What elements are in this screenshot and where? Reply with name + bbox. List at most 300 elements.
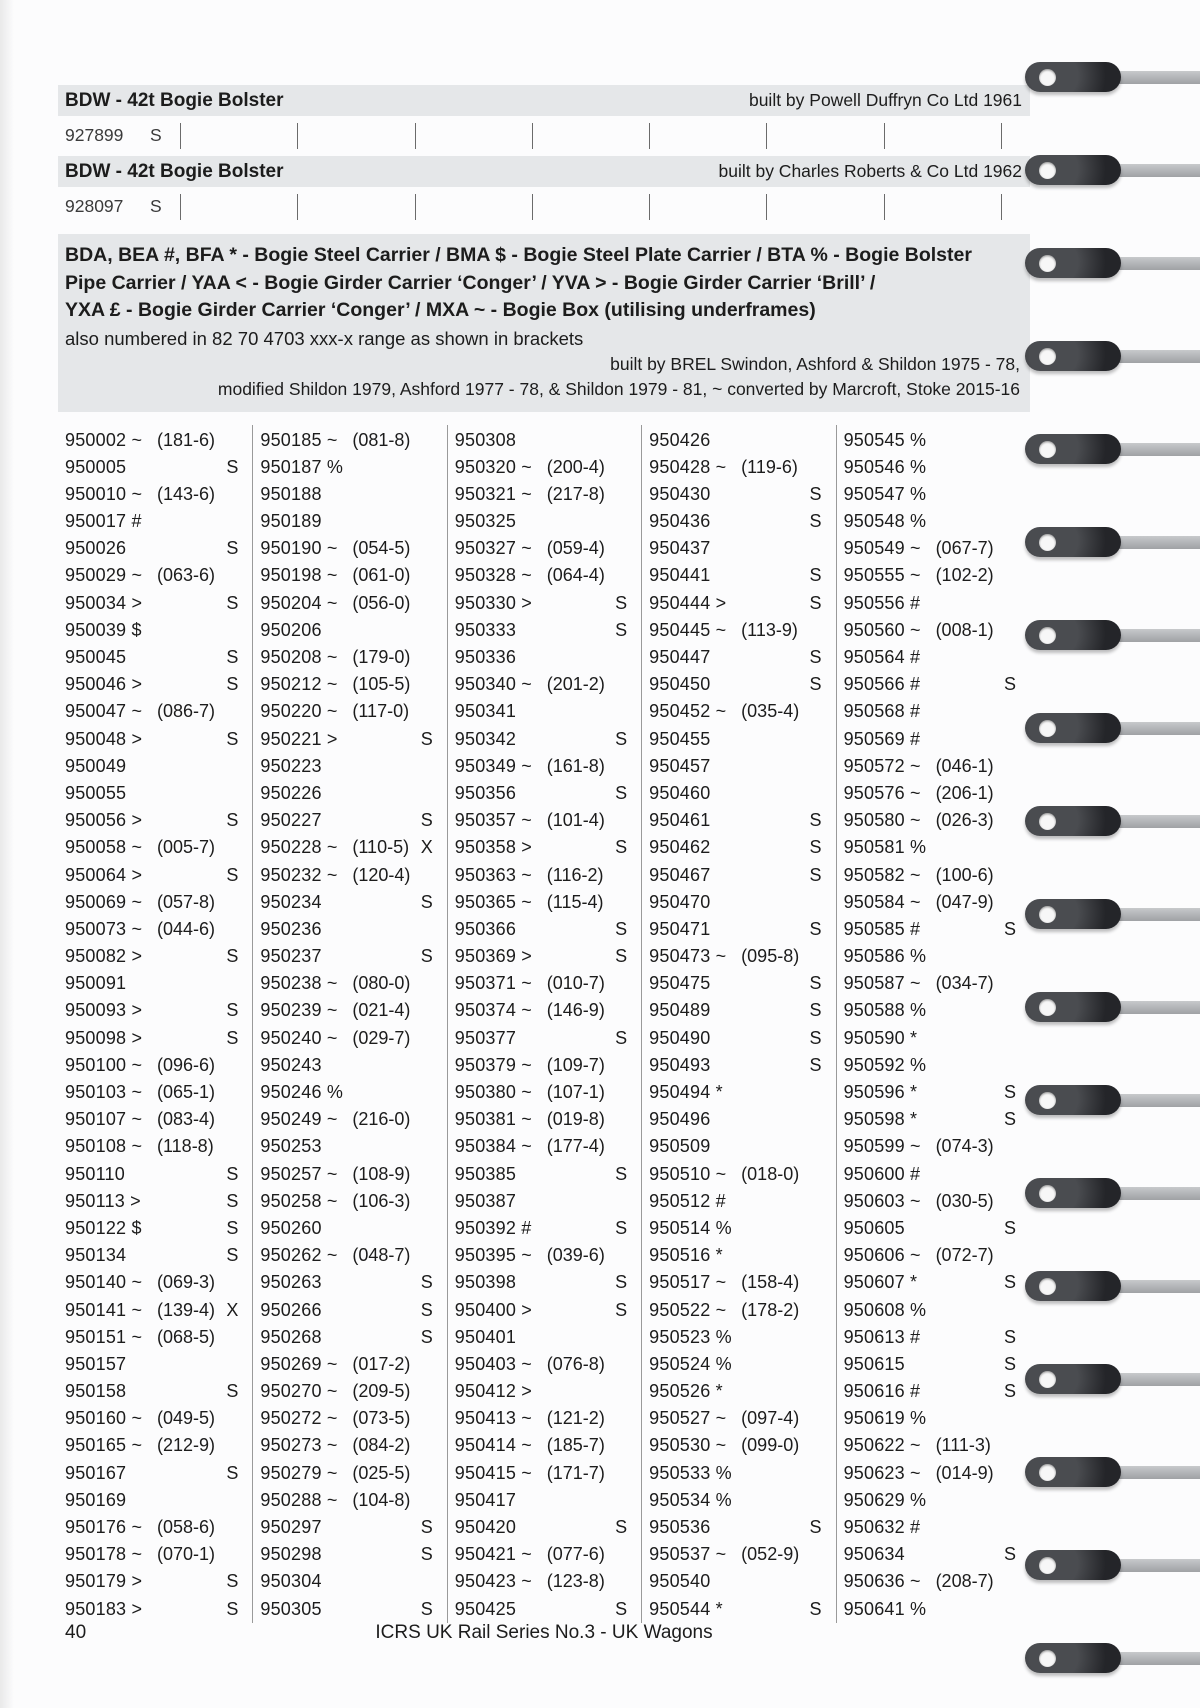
status-marker [1002, 562, 1016, 589]
bracket-number [936, 508, 1002, 535]
bracket-number: (158-4) [741, 1272, 800, 1293]
wagon-number: 950098 > [65, 1027, 143, 1048]
status-marker: S [226, 538, 239, 559]
wagon-entry [642, 943, 835, 970]
status-marker [613, 644, 627, 671]
wagon-entry [642, 1188, 835, 1215]
wagon-number: 950616 # [843, 1381, 921, 1402]
wagon-number: 950188 [260, 483, 322, 504]
status-marker [1002, 508, 1016, 535]
wagon-entry [58, 970, 252, 997]
bracket-number: (021-4) [352, 1000, 411, 1021]
wagon-entry [253, 508, 446, 535]
wagon-entry [58, 1432, 252, 1459]
wagon-number: 950371 ~ [454, 973, 532, 994]
wagon-entry [642, 970, 835, 997]
wagon-entry [448, 1378, 641, 1405]
status-marker [419, 970, 433, 997]
wagon-entry [642, 1378, 835, 1405]
status-marker: S [226, 1462, 239, 1483]
wagon-entry [642, 1025, 835, 1052]
wagon-number: 950607 * [843, 1272, 918, 1293]
bracket-number: (061-0) [352, 565, 411, 586]
wagon-number: 950527 ~ [649, 1408, 727, 1429]
bracket-number: (161-8) [546, 755, 605, 776]
bracket-number [936, 698, 1002, 725]
stored-marker: S [150, 125, 162, 145]
status-marker [419, 1242, 433, 1269]
wagon-entry [642, 1405, 835, 1432]
bracket-number: (064-4) [546, 565, 605, 586]
bracket-number: (109-7) [546, 1054, 605, 1075]
bracket-number [547, 644, 613, 671]
wagon-number: 950228 ~ [260, 837, 338, 858]
status-marker [419, 780, 433, 807]
bracket-number: (110-5) [352, 837, 410, 858]
wagon-number: 950304 [260, 1571, 322, 1592]
binder-ring-tail [1103, 908, 1200, 921]
status-marker [1002, 1432, 1016, 1459]
wagon-entry [837, 1541, 1030, 1568]
wagon-number: 950183 > [65, 1598, 143, 1619]
bracket-number [936, 1297, 1002, 1324]
wagon-entry [642, 617, 835, 644]
wagon-number: 950045 [65, 647, 127, 667]
status-marker: S [615, 728, 628, 749]
wagon-number: 950263 [260, 1272, 322, 1293]
bracket-number: (046-1) [935, 755, 994, 776]
wagon-number: 950190 ~ [260, 538, 338, 559]
binder-ring-bar [1025, 1550, 1121, 1580]
wagon-number: 950187 % [260, 456, 344, 477]
wagon-number-list [58, 425, 1030, 1623]
wagon-entry [58, 862, 252, 889]
wagon-number: 950055 [65, 782, 127, 803]
status-marker [613, 862, 627, 889]
status-marker [1002, 1596, 1016, 1623]
field-separator [649, 194, 650, 220]
wagon-number: 950069 ~ [65, 891, 143, 912]
wagon-number: 950269 ~ [260, 1353, 338, 1374]
bracket-number: (081-8) [352, 429, 411, 450]
status-marker [224, 1269, 238, 1296]
status-marker [419, 562, 433, 589]
wagon-number: 950514 % [649, 1217, 732, 1238]
wagon-number: 950026 [65, 538, 127, 559]
binder-ring-bar [1025, 434, 1121, 464]
status-marker [1002, 862, 1016, 889]
bracket-number [936, 1052, 1002, 1079]
wagon-entry [642, 1514, 835, 1541]
wagon-number: 950179 > [65, 1571, 143, 1592]
wagon-entry [253, 1378, 446, 1405]
bracket-number [547, 1215, 613, 1242]
wagon-entry [837, 726, 1030, 753]
bracket-number [352, 1052, 418, 1079]
status-marker [613, 698, 627, 725]
wagon-number: 928097 [65, 196, 124, 216]
bracket-number [547, 590, 613, 617]
status-marker [1002, 753, 1016, 780]
wagon-number: 950369 > [454, 946, 532, 967]
wagon-number: 950384 ~ [454, 1136, 532, 1157]
wagon-number: 950444 > [649, 592, 727, 613]
wagon-number: 950091 [65, 973, 127, 994]
wagon-number: 950412 > [454, 1381, 532, 1402]
bracket-number [157, 1188, 224, 1215]
wagon-entry [58, 1568, 252, 1595]
bracket-number [936, 726, 1002, 753]
wagon-number: 950232 ~ [260, 864, 338, 885]
wagon-entry [642, 1052, 835, 1079]
bracket-number [352, 454, 418, 481]
bracket-number: (212-9) [157, 1435, 216, 1456]
wagon-number: 950425 [454, 1598, 517, 1619]
wagon-number: 950413 ~ [454, 1408, 532, 1429]
wagon-entry [58, 1188, 252, 1215]
wagon-number: 950441 [649, 565, 711, 586]
wagon-column-3 [447, 425, 641, 1623]
wagon-number: 950122 $ [65, 1217, 142, 1238]
wagon-number: 950586 % [843, 946, 927, 967]
wagon-entry [448, 1025, 641, 1052]
status-marker: S [1003, 1217, 1016, 1238]
status-marker: S [420, 728, 433, 749]
status-marker [1002, 807, 1016, 834]
status-marker [1002, 834, 1016, 861]
wagon-entry [642, 997, 835, 1024]
wagon-entry [837, 1351, 1030, 1378]
bracket-number [547, 1188, 613, 1215]
wagon-entry [837, 590, 1030, 617]
wagon-entry [642, 1487, 835, 1514]
bracket-number [352, 943, 418, 970]
status-marker [808, 1188, 822, 1215]
wagon-number: 950447 [649, 647, 711, 667]
wagon-number: 950615 [843, 1353, 905, 1374]
wagon-number: 950547 % [843, 483, 927, 504]
wagon-entry [253, 1514, 446, 1541]
wagon-number: 950530 ~ [649, 1435, 727, 1456]
wagon-entry [253, 1297, 446, 1324]
wagon-number: 950522 ~ [649, 1299, 727, 1320]
wagon-number: 950560 ~ [843, 619, 921, 640]
punched-hole [1039, 813, 1056, 830]
bracket-number [936, 427, 1002, 454]
wagon-number: 950220 ~ [260, 701, 338, 722]
wagon-number: 950392 # [454, 1217, 532, 1238]
wagon-number: 950598 * [843, 1109, 918, 1130]
status-marker: S [615, 1217, 628, 1238]
wagon-entry [642, 862, 835, 889]
status-marker [419, 1079, 433, 1106]
wagon-entry [58, 780, 252, 807]
wagon-entry [448, 1161, 641, 1188]
wagon-number: 950227 [260, 810, 322, 831]
bracket-number [157, 970, 224, 997]
status-marker: S [809, 1054, 822, 1075]
status-marker [224, 1133, 238, 1160]
wagon-entry [837, 943, 1030, 970]
bracket-number [352, 617, 418, 644]
wagon-number: 927899 [65, 125, 124, 145]
field-separator [415, 194, 416, 220]
class-banner-bdw-1961 [58, 85, 1030, 116]
wagon-entry [837, 889, 1030, 916]
wagon-entry [58, 1269, 252, 1296]
bracket-number [936, 916, 1002, 943]
bracket-number: (018-0) [741, 1163, 800, 1184]
bracket-number: (116-2) [546, 864, 604, 885]
binder-ring-tail [1103, 1280, 1200, 1293]
wagon-number: 950134 [65, 1245, 127, 1266]
wagon-number: 950356 [454, 782, 517, 803]
wagon-number: 950544 * [649, 1598, 723, 1619]
bracket-number: (185-7) [546, 1435, 605, 1456]
wagon-entry [58, 508, 252, 535]
bracket-number [936, 1351, 1002, 1378]
status-marker [224, 698, 238, 725]
status-marker [224, 481, 238, 508]
bracket-number [741, 1460, 807, 1487]
wagon-entry [58, 753, 252, 780]
status-marker: S [615, 1027, 628, 1048]
wagon-entry [448, 508, 641, 535]
status-marker: S [420, 891, 433, 912]
bracket-number [352, 753, 418, 780]
wagon-number: 950423 ~ [454, 1571, 532, 1592]
status-marker [613, 889, 627, 916]
wagon-number: 950379 ~ [454, 1054, 532, 1075]
status-marker: S [226, 674, 239, 695]
status-marker [808, 1460, 822, 1487]
binder-ring-bar [1025, 62, 1121, 92]
wagon-entry [253, 1568, 446, 1595]
wagon-number: 950049 [65, 755, 127, 776]
status-marker [808, 753, 822, 780]
wagon-entry [58, 916, 252, 943]
bracket-number [547, 780, 613, 807]
bracket-number: (216-0) [352, 1109, 411, 1130]
wagon-number: 950176 ~ [65, 1517, 143, 1537]
bracket-number: (121-2) [546, 1408, 605, 1429]
builder-note: built by Powell Duffryn Co Ltd 1961 [748, 90, 1022, 110]
wagon-number: 950340 ~ [454, 674, 532, 695]
wagon-number: 950178 ~ [65, 1544, 143, 1565]
bracket-number: (143-6) [157, 483, 216, 504]
wagon-number: 950056 > [65, 810, 143, 831]
status-marker: S [809, 674, 822, 695]
binder-ring-icon [1025, 238, 1200, 286]
bracket-number [157, 508, 224, 535]
bracket-number [741, 834, 807, 861]
wagon-entry [642, 454, 835, 481]
wagon-number: 950325 [454, 511, 517, 532]
wagon-entry [837, 1052, 1030, 1079]
punched-hole [1039, 720, 1056, 737]
bracket-number: (200-4) [546, 456, 605, 477]
status-marker [419, 1432, 433, 1459]
status-marker [419, 1215, 433, 1242]
status-marker: S [615, 782, 628, 803]
wagon-number: 950158 [65, 1381, 127, 1402]
status-marker [419, 427, 433, 454]
wagon-entry [642, 427, 835, 454]
wagon-entry [448, 1460, 641, 1487]
wagon-entry [837, 916, 1030, 943]
bracket-number: (008-1) [935, 619, 994, 640]
wagon-number: 950537 ~ [649, 1544, 727, 1565]
bracket-number: (113-9) [741, 619, 798, 640]
wagon-number: 950342 [454, 728, 517, 749]
status-marker [1002, 454, 1016, 481]
binder-ring-tail [1103, 1652, 1200, 1665]
status-marker: S [809, 483, 822, 504]
wagon-number: 950249 ~ [260, 1109, 338, 1130]
ring-binding [1025, 0, 1200, 1708]
bracket-number: (097-4) [741, 1408, 800, 1429]
field-separator [297, 123, 298, 149]
wagon-entry [837, 970, 1030, 997]
status-marker [613, 997, 627, 1024]
page-footer [58, 1622, 1030, 1652]
status-marker: S [615, 837, 628, 858]
wagon-number: 950365 ~ [454, 891, 532, 912]
bracket-number: (063-6) [157, 565, 216, 586]
wagon-number: 950047 ~ [65, 701, 143, 722]
wagon-entry [58, 1297, 252, 1324]
bracket-number [936, 1161, 1002, 1188]
status-marker: S [420, 1299, 433, 1320]
wagon-number: 950093 > [65, 1000, 143, 1021]
bracket-number [741, 1106, 807, 1133]
wagon-entry [448, 1133, 641, 1160]
wagon-entry [448, 1351, 641, 1378]
wagon-entry [837, 1596, 1030, 1623]
wagon-entry [837, 644, 1030, 671]
builder-note-line-2: modified Shildon 1979, Ashford 1977 - 78, & Shildon 1979 - 81, ~ converted by Marcroft, Stoke 2015-16 [217, 378, 1020, 399]
wagon-number: 950253 [260, 1136, 322, 1157]
wagon-entry [253, 617, 446, 644]
status-marker [613, 1568, 627, 1595]
bracket-number [741, 997, 807, 1024]
wagon-entry [58, 1242, 252, 1269]
series-title: ICRS UK Rail Series No.3 - UK Wagons [375, 1622, 713, 1643]
wagon-number: 950103 ~ [65, 1082, 143, 1102]
wagon-entry [642, 1460, 835, 1487]
bracket-number: (115-4) [546, 891, 604, 912]
punched-hole [1039, 69, 1056, 86]
wagon-number: 950398 [454, 1272, 517, 1293]
status-marker [224, 508, 238, 535]
bracket-number [547, 916, 613, 943]
wagon-number: 950262 ~ [260, 1245, 338, 1266]
wagon-entry [253, 834, 446, 861]
binder-ring-tail [1103, 1001, 1200, 1014]
bracket-number [741, 807, 807, 834]
wagon-entry [837, 1568, 1030, 1595]
wagon-entry [642, 807, 835, 834]
wagon-entry [58, 1351, 252, 1378]
bracket-number: (056-0) [352, 592, 411, 613]
bracket-number [936, 1269, 1002, 1296]
field-separator [766, 194, 767, 220]
status-marker [808, 1405, 822, 1432]
field-separator [1001, 194, 1002, 220]
class-codes-line-2: Pipe Carrier / YAA < - Bogie Girder Carrier ‘Conger’ / YVA > - Bogie Girder Carrier ‘Brill’ / [65, 271, 876, 294]
status-marker [419, 1378, 433, 1405]
status-marker [419, 535, 433, 562]
bracket-number: (070-1) [157, 1544, 216, 1565]
wagon-entry [58, 1161, 252, 1188]
bracket-number: (054-5) [352, 538, 411, 559]
binder-ring-bar [1025, 899, 1121, 929]
bracket-number [741, 508, 807, 535]
wagon-entry [642, 834, 835, 861]
wagon-number: 950358 > [454, 837, 532, 858]
status-marker [808, 1106, 822, 1133]
status-marker [1002, 427, 1016, 454]
binder-ring-tail [1103, 722, 1200, 735]
wagon-entry [837, 1161, 1030, 1188]
status-marker [419, 508, 433, 535]
wagon-entry [58, 671, 252, 698]
wagon-number: 950452 ~ [649, 701, 727, 722]
binder-ring-bar [1025, 1178, 1121, 1208]
bracket-number [157, 1596, 224, 1623]
bracket-number: (111-3) [935, 1435, 991, 1456]
wagon-number: 950327 ~ [454, 538, 532, 559]
wagon-number: 950457 [649, 755, 711, 776]
binder-ring-tail [1103, 629, 1200, 642]
wagon-entry [253, 1351, 446, 1378]
bracket-number: (099-0) [741, 1435, 800, 1456]
wagon-number: 950272 ~ [260, 1408, 338, 1429]
wagon-entry [448, 943, 641, 970]
status-marker: S [420, 1272, 433, 1293]
wagon-number: 950517 ~ [649, 1272, 727, 1293]
wagon-entry [58, 590, 252, 617]
field-separator [884, 123, 885, 149]
wagon-number: 950048 > [65, 728, 143, 749]
wagon-number: 950534 % [649, 1489, 732, 1510]
status-marker: S [226, 1163, 239, 1184]
bracket-number [157, 1242, 224, 1269]
bracket-number [157, 807, 224, 834]
bracket-number [936, 481, 1002, 508]
bracket-number [157, 617, 224, 644]
wagon-number: 950461 [649, 810, 711, 831]
bracket-number [157, 1161, 224, 1188]
bracket-number [352, 1133, 418, 1160]
punched-hole [1039, 1650, 1056, 1667]
bracket-number: (107-1) [546, 1082, 605, 1102]
bracket-number [741, 1596, 807, 1623]
wagon-entry [642, 590, 835, 617]
wagon-entry [448, 698, 641, 725]
bracket-number [352, 1514, 418, 1541]
bracket-number: (096-6) [157, 1054, 216, 1075]
status-marker [419, 1460, 433, 1487]
class-banner-bdw-1962 [58, 156, 1030, 187]
wagon-number: 950151 ~ [65, 1326, 143, 1347]
wagon-number: 950330 > [454, 592, 532, 613]
wagon-entry [253, 1215, 446, 1242]
bracket-number: (030-5) [935, 1190, 994, 1211]
wagon-entry [837, 753, 1030, 780]
status-marker [1002, 1568, 1016, 1595]
bracket-number [741, 726, 807, 753]
